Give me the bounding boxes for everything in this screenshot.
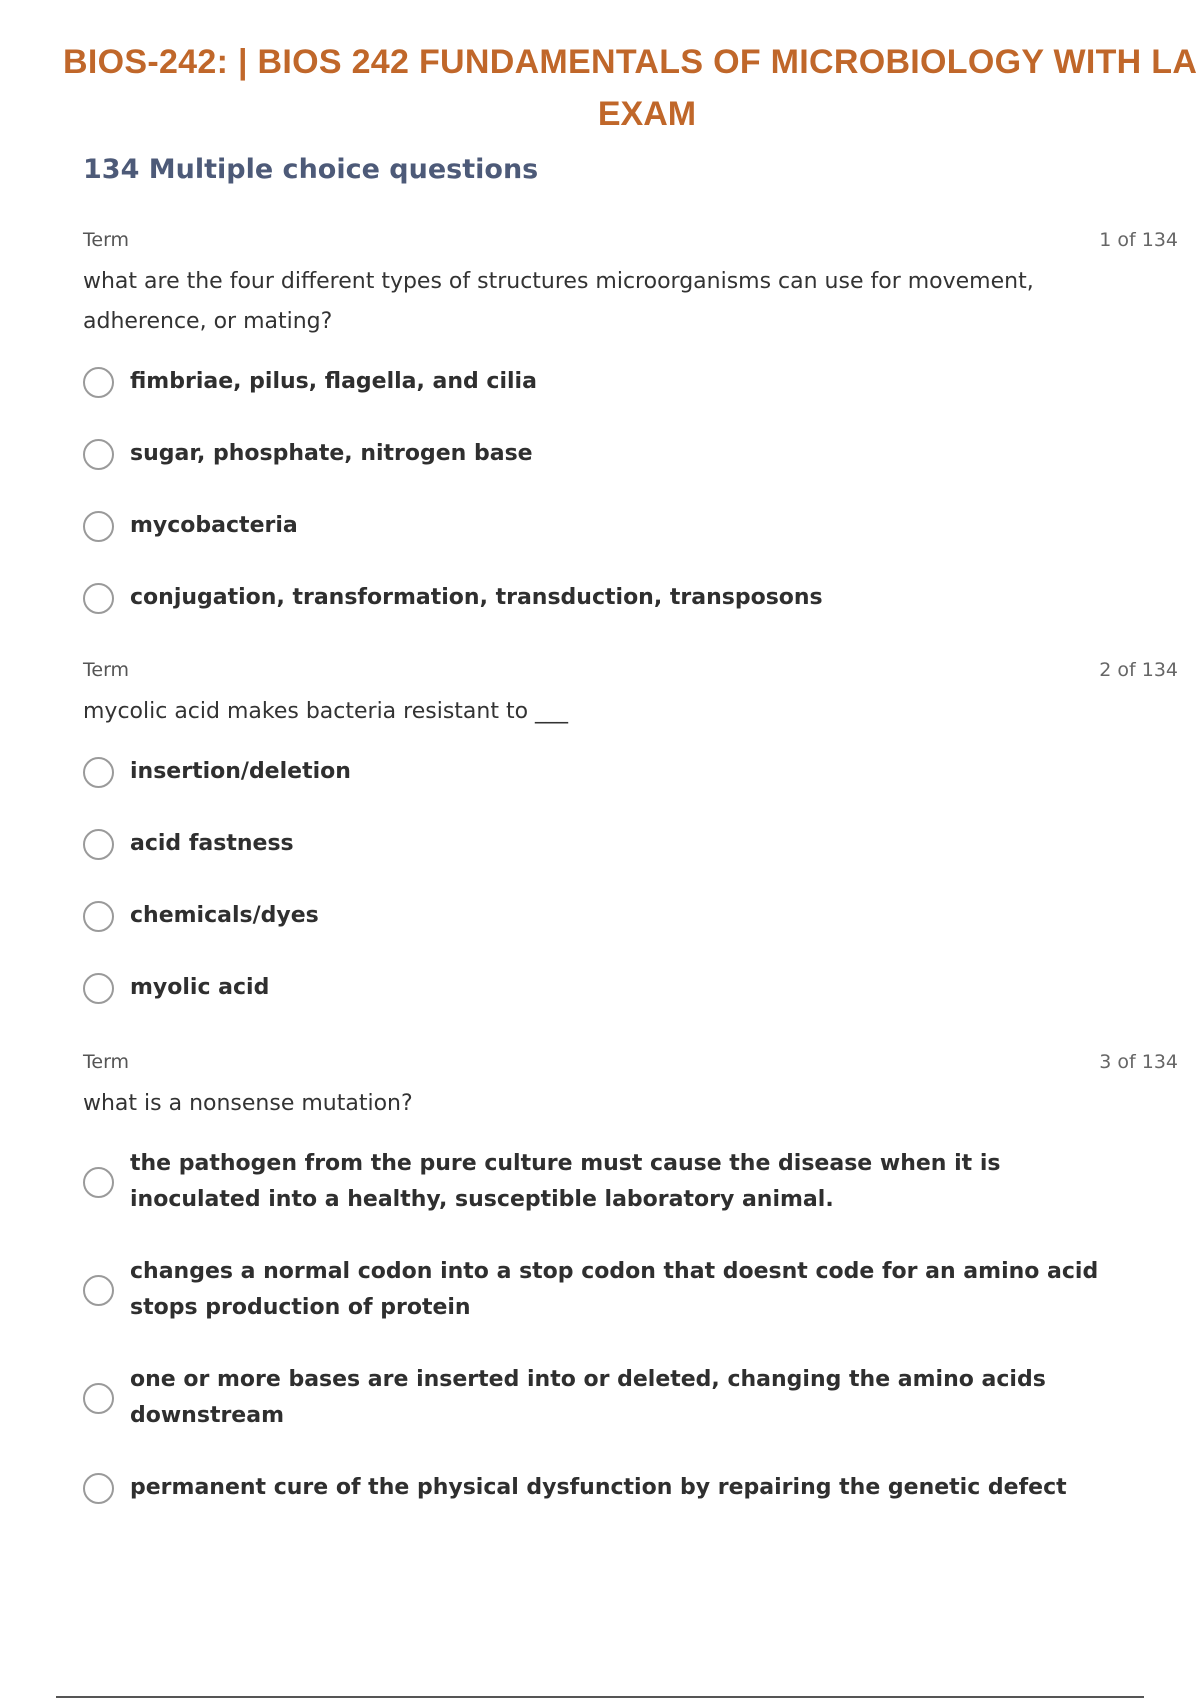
answer-options bbox=[83, 754, 1178, 1006]
answer-option[interactable] bbox=[83, 970, 1178, 1006]
answer-option-label: one or more bases are inserted into or deleted, changing the amino acids downstream bbox=[130, 1367, 1046, 1428]
document-subtitle: EXAM bbox=[597, 95, 697, 133]
answer-option-label: insertion/deletion bbox=[130, 759, 351, 784]
answer-option-label: conjugation, transformation, transduction, transposons bbox=[130, 585, 823, 610]
question-header bbox=[83, 226, 1178, 254]
question-prompt: mycolic acid makes bacteria resistant to ___ bbox=[83, 699, 569, 724]
radio-button[interactable] bbox=[83, 511, 114, 542]
question-header bbox=[83, 1048, 1178, 1076]
answer-option[interactable] bbox=[83, 754, 1178, 790]
radio-button[interactable] bbox=[83, 1473, 114, 1504]
answer-option[interactable] bbox=[83, 826, 1178, 862]
answer-option-label: fimbriae, pilus, flagella, and cilia bbox=[130, 369, 537, 394]
answer-option-label: chemicals/dyes bbox=[130, 903, 319, 928]
question-prompt: what are the four different types of structures microorganisms can use for movement, adherence, or mating? bbox=[83, 269, 1034, 334]
question-3 bbox=[83, 1048, 1178, 1542]
term-label: Term bbox=[83, 659, 130, 681]
answer-option[interactable] bbox=[83, 898, 1178, 934]
radio-button[interactable] bbox=[83, 829, 114, 860]
question-count: 2 of 134 bbox=[1099, 659, 1178, 681]
answer-option-label: permanent cure of the physical dysfunction by repairing the genetic defect bbox=[130, 1475, 1067, 1500]
question-1 bbox=[83, 226, 1178, 652]
footer-divider bbox=[56, 1696, 1144, 1698]
answer-option[interactable] bbox=[83, 1254, 1178, 1326]
radio-button[interactable] bbox=[83, 439, 114, 470]
term-label: Term bbox=[83, 1051, 130, 1073]
document-title: BIOS-242: | BIOS 242 FUNDAMENTALS OF MICROBIOLOGY WITH LA bbox=[63, 43, 1198, 81]
answer-option[interactable] bbox=[83, 1146, 1178, 1218]
radio-button[interactable] bbox=[83, 1167, 114, 1198]
radio-button[interactable] bbox=[83, 583, 114, 614]
answer-option-label: sugar, phosphate, nitrogen base bbox=[130, 441, 533, 466]
answer-option-label: acid fastness bbox=[130, 831, 294, 856]
radio-button[interactable] bbox=[83, 973, 114, 1004]
answer-option[interactable] bbox=[83, 364, 1178, 400]
answer-options bbox=[83, 364, 1178, 616]
question-count: 3 of 134 bbox=[1099, 1051, 1178, 1073]
answer-option-label: changes a normal codon into a stop codon that doesnt code for an amino acid stops production of protein bbox=[130, 1259, 1099, 1320]
question-2 bbox=[83, 656, 1178, 1042]
answer-option[interactable] bbox=[83, 436, 1178, 472]
radio-button[interactable] bbox=[83, 901, 114, 932]
term-label: Term bbox=[83, 229, 130, 251]
answer-option-label: mycobacteria bbox=[130, 513, 298, 538]
radio-button[interactable] bbox=[83, 1383, 114, 1414]
answer-option[interactable] bbox=[83, 508, 1178, 544]
answer-options bbox=[83, 1146, 1178, 1506]
question-header bbox=[83, 656, 1178, 684]
answer-option[interactable] bbox=[83, 1470, 1178, 1506]
question-count: 1 of 134 bbox=[1099, 229, 1178, 251]
answer-option-label: the pathogen from the pure culture must cause the disease when it is inoculated into a healthy, susceptible laboratory animal. bbox=[130, 1151, 1001, 1212]
answer-option[interactable] bbox=[83, 1362, 1178, 1434]
answer-option-label: myolic acid bbox=[130, 975, 270, 1000]
answer-option[interactable] bbox=[83, 580, 1178, 616]
radio-button[interactable] bbox=[83, 367, 114, 398]
radio-button[interactable] bbox=[83, 1275, 114, 1306]
radio-button[interactable] bbox=[83, 757, 114, 788]
quiz-heading: 134 Multiple choice questions bbox=[83, 154, 539, 185]
question-prompt: what is a nonsense mutation? bbox=[83, 1091, 413, 1116]
